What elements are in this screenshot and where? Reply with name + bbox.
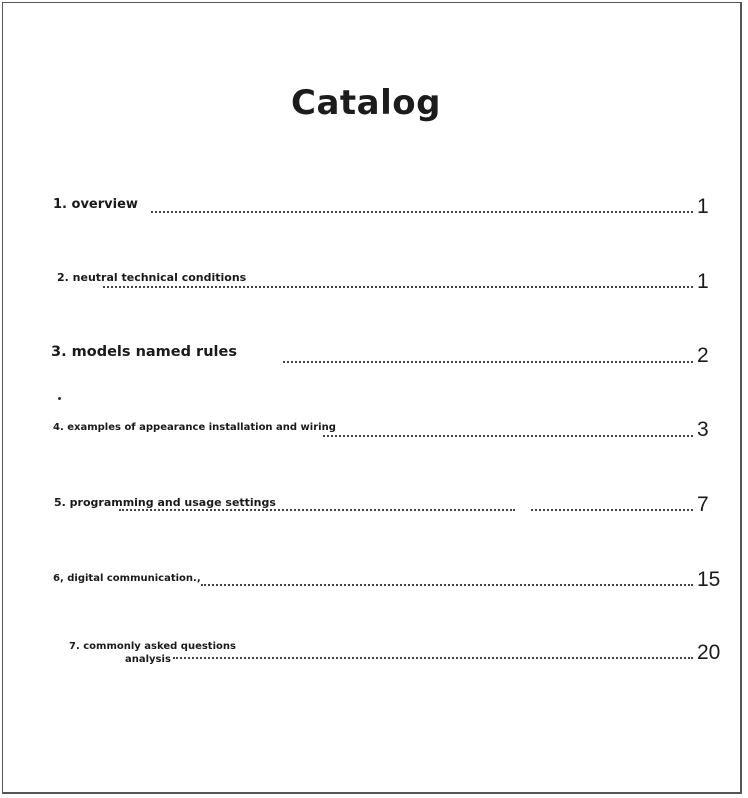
document-page <box>2 2 742 794</box>
dot-leader <box>103 286 693 288</box>
toc-entry-commonly-asked-questions <box>3 638 748 678</box>
toc-entry-label-line2: analysis <box>125 654 171 665</box>
toc-entry-page-number: 3 <box>697 418 709 441</box>
toc-entry-label: 3. models named rules <box>51 344 237 360</box>
toc-entry-page-number: 7 <box>697 493 709 516</box>
toc-entry-page-number: 20 <box>697 641 721 664</box>
dot-leader <box>119 509 515 511</box>
toc-entry-examples-of-appearance <box>3 417 748 457</box>
toc-entry-label: 2. neutral technical conditions <box>57 271 247 284</box>
toc-entry-label-line1: 7. commonly asked questions <box>69 641 236 652</box>
dot-leader <box>531 509 693 511</box>
page-title: Catalog <box>291 83 441 123</box>
dot-leader <box>283 361 693 363</box>
toc-entry-programming-and-usage-settings <box>3 492 748 532</box>
toc-entry-digital-communication <box>3 567 748 607</box>
dot-leader <box>151 211 693 213</box>
toc-entry-label: 1. overview <box>53 197 138 212</box>
toc-entry-label: 6, digital communication., <box>53 573 201 584</box>
toc-entry-label <box>69 640 236 666</box>
toc-entry-models-named-rules <box>3 341 748 381</box>
toc-entry-label: 4. examples of appearance installation and wiring <box>53 422 336 433</box>
dot-leader <box>323 435 693 437</box>
toc-entry-page-number: 1 <box>697 270 709 293</box>
toc-entry-overview <box>3 193 748 233</box>
dot-leader <box>201 584 693 586</box>
stray-dot <box>58 397 61 400</box>
toc-entry-page-number: 2 <box>697 344 709 367</box>
toc-entry-label: 5. programming and usage settings <box>54 496 276 509</box>
toc-entry-page-number: 1 <box>697 195 709 218</box>
toc-entry-neutral-technical-conditions <box>3 268 748 308</box>
toc-entry-page-number: 15 <box>697 568 721 591</box>
dot-leader <box>173 657 693 659</box>
